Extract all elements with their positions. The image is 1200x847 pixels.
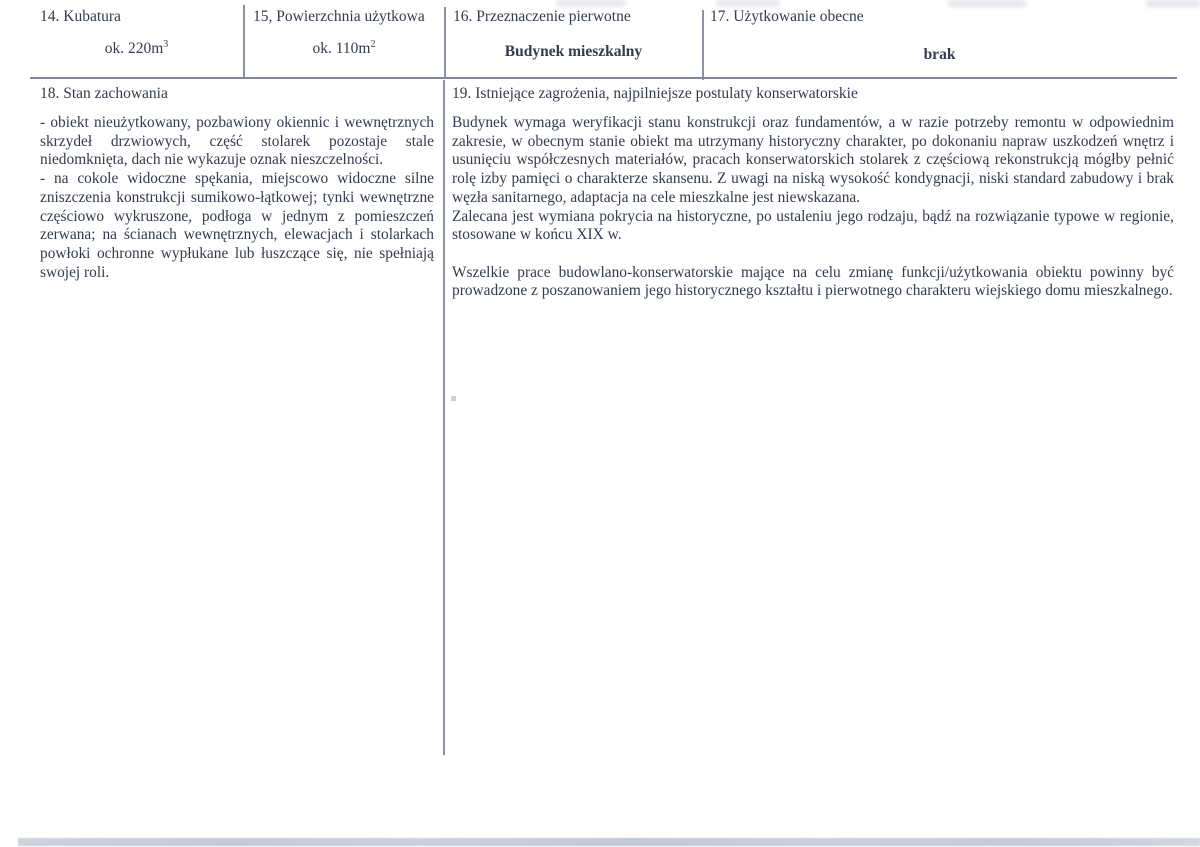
bottom-scan-band (18, 838, 1200, 846)
header-row-rule (30, 77, 1177, 79)
field-14-value-text: ok. 220m (104, 40, 164, 57)
field-16-value: Budynek mieszkalny (504, 43, 643, 60)
section-18-label: 18. Stan zachowania (40, 85, 168, 102)
field-15-label: 15, Powierzchnia użytkowa (253, 8, 425, 25)
section-19-text (452, 114, 1174, 301)
field-15-value-sup: 2 (370, 38, 376, 50)
field-17-value: brak (923, 46, 956, 63)
field-14-value (30, 40, 243, 58)
field-16-label: 16. Przeznaczenie pierwotne (453, 8, 631, 25)
section-19-paragraph: Budynek wymaga weryfikacji stanu konstrukcji oraz fundamentów, a w razie potrzeby remontu w odpowiednim zakresie, w obecnym stanie obiekt ma utrzymany historyczny charakter, po dokonaniu napraw uszkodzeń wnętrz i usunięciu współczesnych materiałów, pracach konserwatorskich stolarek z częściową rekonstrukcją mógłby pełnić rolę izby pamięci o charakterze skansenu. Z uwagi na niską wysokość kondygnacji, niski standard zabudowy i brak węzła sanitarnego, adaptacja na cele mieszkalne jest niewskazana. (452, 114, 1174, 206)
section-18-text (40, 114, 434, 282)
scan-artifact (948, 0, 1026, 7)
field-15-value-text: ok. 110m (312, 40, 371, 57)
field-15-value (243, 40, 445, 58)
scan-artifact (556, 0, 626, 6)
section-19-paragraph: Zalecana jest wymiana pokrycia na historyczne, po ustaleniu jego rodzaju, bądź na rozwiązanie typowe w regionie, stosowane w końcu XIX w. (452, 207, 1174, 244)
section-18-paragraph: - na cokole widoczne spękania, miejscowo widoczne silne zniszczenia konstrukcji sumikowo-łątkowej; tynki wewnętrzne częściowo wykruszone, podłoga w jednym z pomieszczeń zerwana; na ścianach wewnętrznych, elewacjach i stolarkach powłoki ochronne wypłukane lub łuszczące się, nie spełniają swojej roli. (40, 170, 434, 281)
section-divider-18-19 (443, 80, 445, 755)
scan-artifact (1146, 0, 1200, 7)
column-divider-16-17 (702, 10, 704, 80)
field-14-value-sup: 3 (163, 38, 169, 50)
scan-speck (451, 396, 456, 401)
section-18-paragraph: - obiekt nieużytkowany, pozbawiony okiennic i wewnętrznych skrzydeł drzwiowych, część stolarek pozostaje stale niedomknięta, dach nie wykazuje oznak nieszczelności. (40, 114, 434, 169)
field-17-label: 17. Użytkowanie obecne (710, 8, 864, 25)
field-14-label: 14. Kubatura (40, 8, 121, 25)
scan-artifact (716, 0, 780, 6)
section-19-paragraph: Wszelkie prace budowlano-konserwatorskie mające na celu zmianę funkcji/użytkowania obiektu powinny być prowadzone z poszanowaniem jego historycznego kształtu i pierwotnego charakteru wiejskiego domu mieszkalnego. (452, 263, 1174, 300)
section-19-label: 19. Istniejące zagrożenia, najpilniejsze postulaty konserwatorskie (452, 85, 858, 102)
